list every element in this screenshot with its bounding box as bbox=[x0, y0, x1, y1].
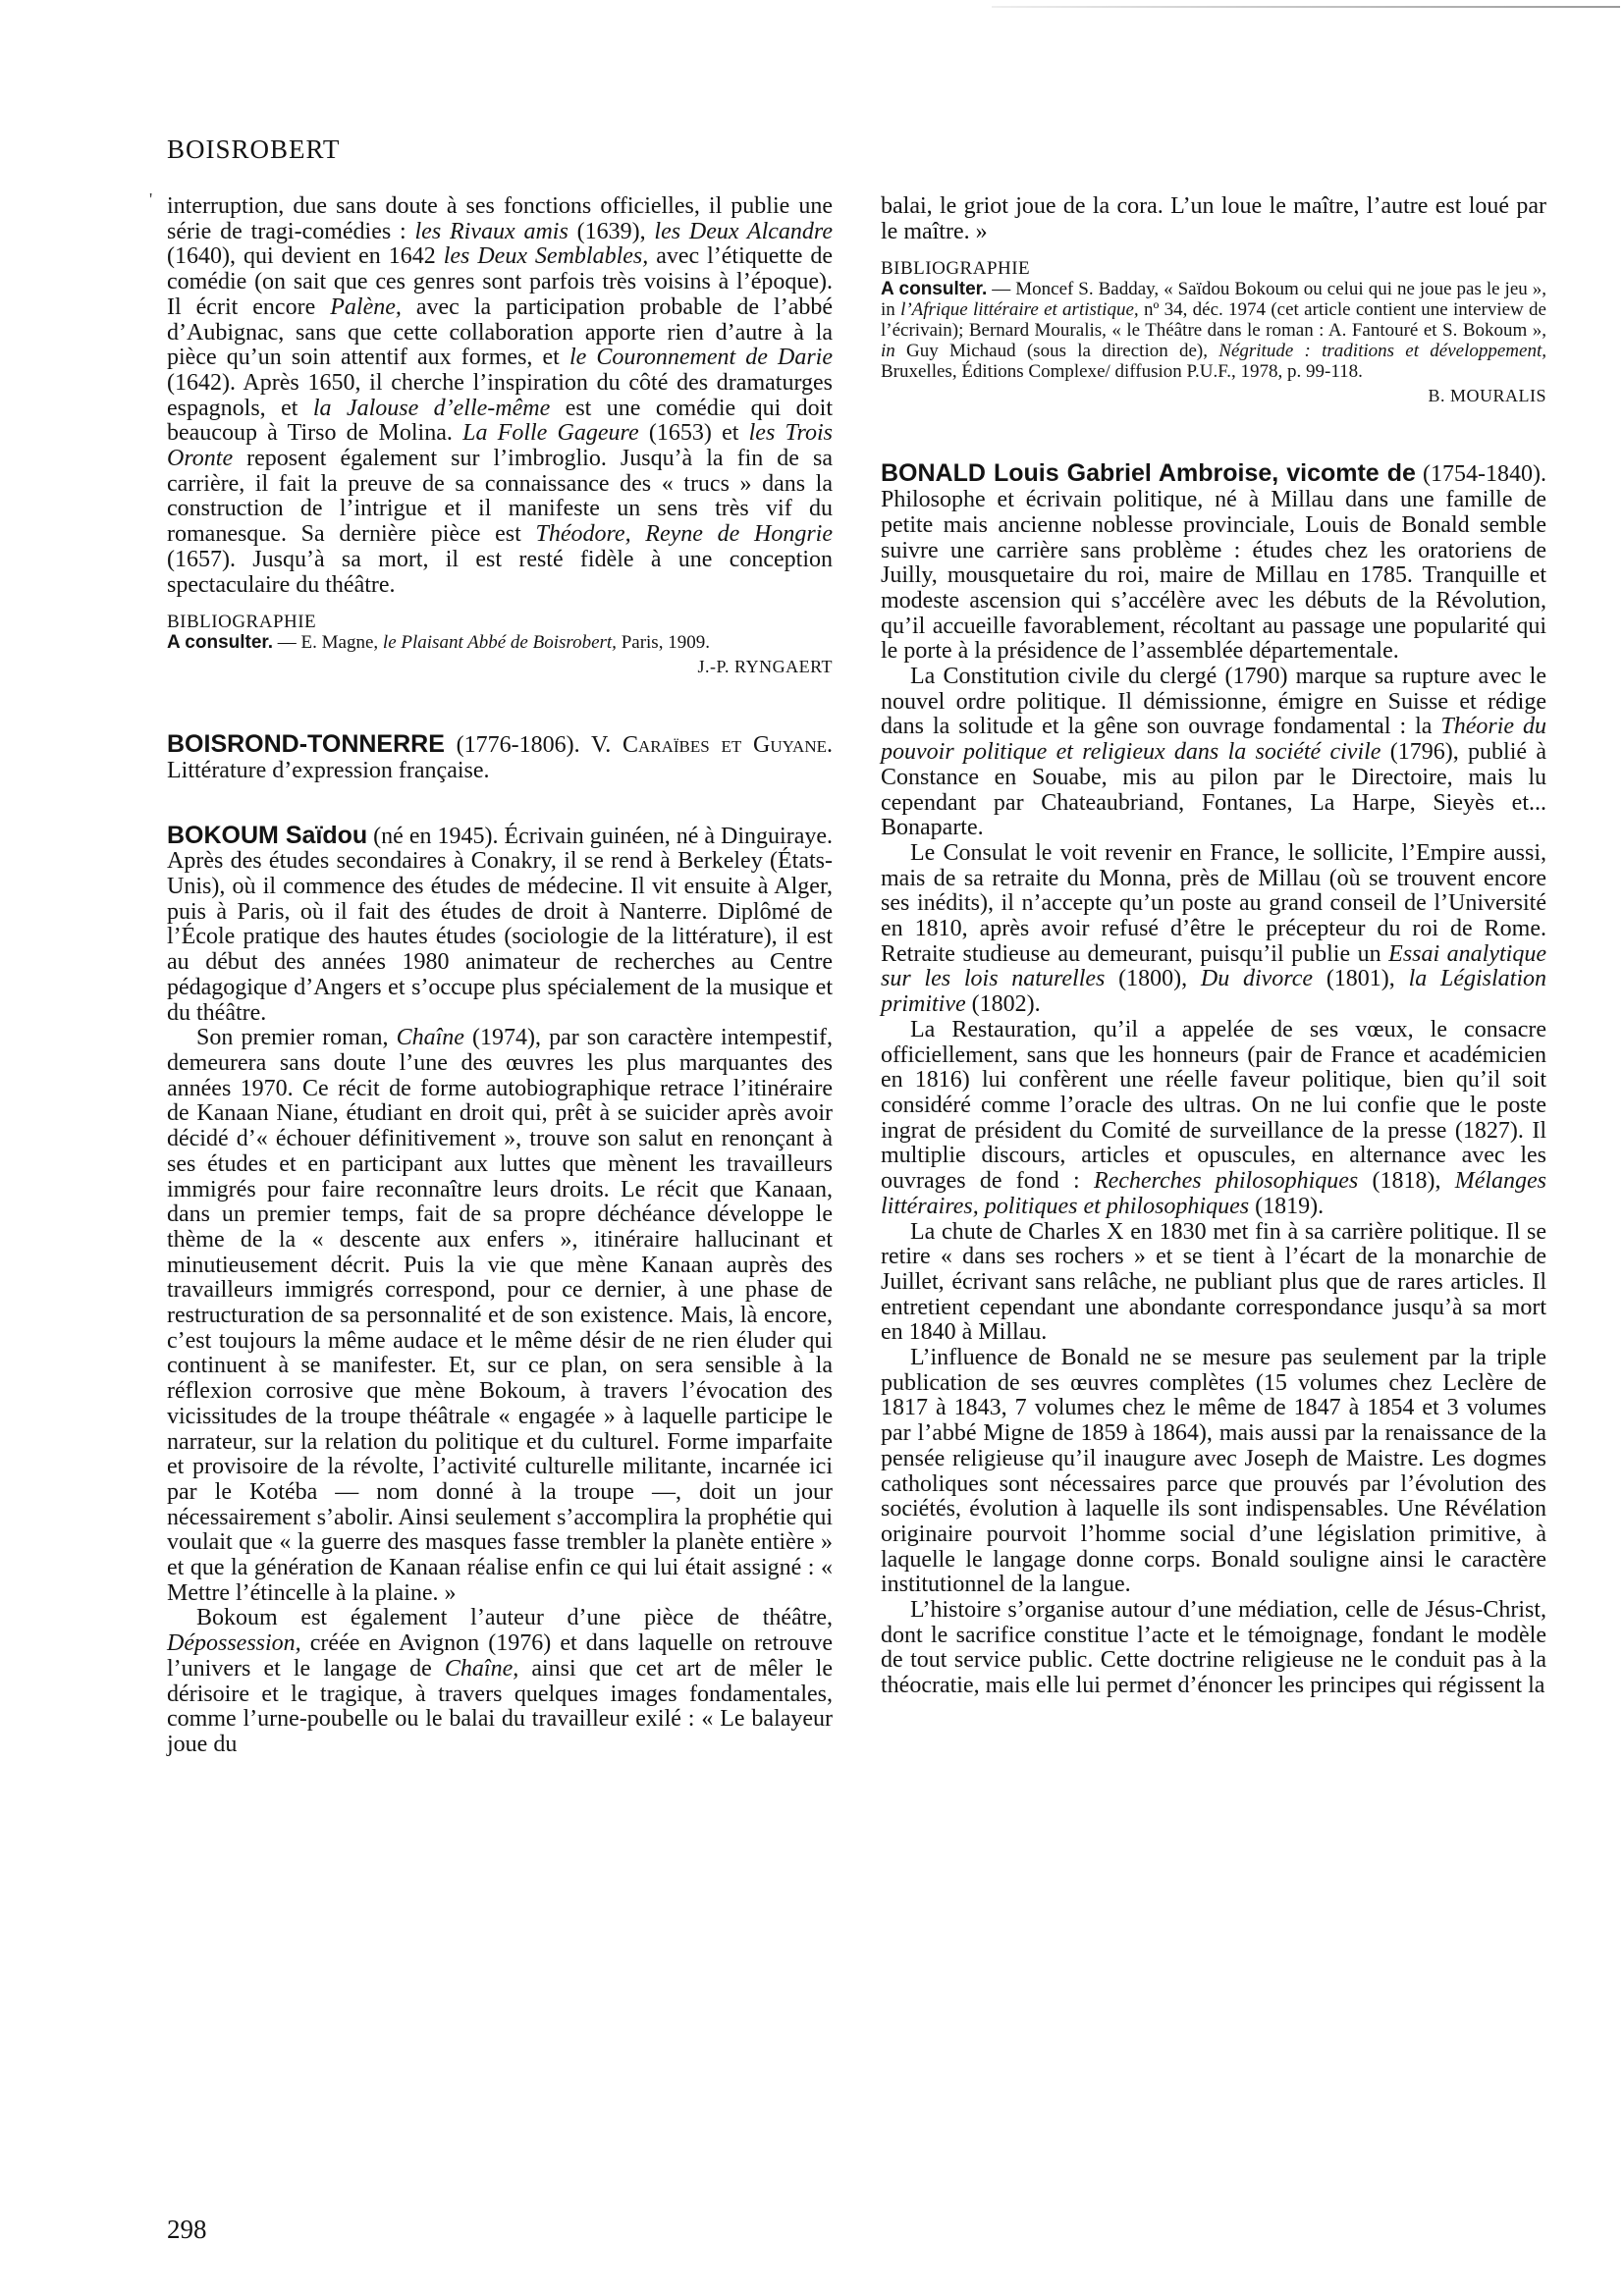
bibliography-heading: BIBLIOGRAPHIE bbox=[881, 258, 1031, 280]
bokoum-entry-paragraph: BOKOUM Saïdou (né en 1945). Écrivain guinéen, né à Dinguiraye. Après des études secondaires à Conakry, il se rend à Berkeley (États-Unis), où il commence des études de médecine. Il vit ensuite à Alger, puis à Paris, où il fait des études de droit à Nanterre. Diplômé de l’École pratique des hautes études (sociologie de la littérature), il est au début des années 1980 animateur de recherches au Centre pédagogique d’Angers et s’occupe plus spécialement de la musique et du théâtre. bbox=[167, 821, 833, 1026]
boisrond-tonnerre-entry: BOISROND-TONNERRE (1776-1806). V. Caraïbes et Guyane. Littérature d’expression française. bbox=[167, 730, 833, 783]
scan-edge-rule bbox=[992, 6, 1620, 8]
bibliography-text: A consulter. — E. Magne, le Plaisant Abbé de Boisrobert, Paris, 1909. bbox=[167, 632, 710, 654]
bonald-paragraph-7: L’histoire s’organise autour d’une médiation, celle de Jésus-Christ, dont le sacrifice constitue l’acte et le témoignage, fondant le modèle de tout service public. Cette doctrine religieuse ne le conduit pas à la théocratie, mais elle lui permet d’énoncer les principes qui régissent la bbox=[881, 1597, 1546, 1699]
bonald-paragraph-2: La Constitution civile du clergé (1790) marque sa rupture avec le nouvel ordre politique. Il démissionne, émigre en Suisse et rédige dans la solitude et la gêne son ouvrage fondamental : la Théorie du pouvoir politique et religieux dans la société civile (1796), publié à Constance en Souabe, mis au pilon par le Directoire, mais lu cependant par Chateaubriand, Fontanes, La Harpe, Sieyès et... Bonaparte. bbox=[881, 664, 1546, 841]
page-number: 298 bbox=[167, 2215, 207, 2244]
right-column bbox=[881, 194, 1546, 1699]
headword: BONALD Louis Gabriel Ambroise, vicomte de bbox=[881, 459, 1416, 488]
scan-speck: ' bbox=[149, 189, 153, 209]
bibliography-heading: BIBLIOGRAPHIE bbox=[167, 612, 317, 633]
bonald-paragraph-5: La chute de Charles X en 1830 met fin à sa carrière politique. Il se retire « dans ses rochers » et se tient à l’écart de la monarchie de Juillet, écrivant sans relâche, ne publiant plus que de rares articles. Il entretient cependant une abondante correspondance jusqu’à sa mort en 1840 à Millau. bbox=[881, 1218, 1546, 1346]
left-column bbox=[167, 194, 833, 1758]
bonald-entry-paragraph: BONALD Louis Gabriel Ambroise, vicomte de (1754-1840). Philosophe et écrivain politique, né à Millau dans une famille de petite mais ancienne noblesse provinciale, Louis de Bonald semble suivre une carrière sans problème : études chez les oratoriens de Juilly, mousquetaire du roi, maire de Millau en 1785. Tranquille et modeste ascension qui s’accélère avec les débuts de la Révolution, qu’il accueille favorablement, récoltant au passage une popularité qui le porte à la présidence de l’assemblée départementale. bbox=[881, 459, 1546, 665]
headword: BOISROND-TONNERRE bbox=[167, 730, 445, 759]
bokoum-continuation: balai, le griot joue de la cora. L’un loue le maître, l’autre est loué par le maître. » bbox=[881, 193, 1546, 244]
bibliography-text: A consulter. — Moncef S. Badday, « Saïdou Bokoum ou celui qui ne joue pas le jeu », in l’Afrique littéraire et artistique, nº 34, déc. 1974 (cet article contient une interview de l’écrivain); Bernard Mouralis, « le Théâtre dans le roman : A. Fantouré et S. Bokoum », in Guy Michaud (sous la direction de), Négritude : traditions et développement, Bruxelles, Éditions Complexe/ diffusion P.U.F., 1978, p. 99-118. bbox=[881, 279, 1546, 383]
running-head: BOISROBERT bbox=[167, 134, 341, 164]
bonald-paragraph-6: L’influence de Bonald ne se mesure pas seulement par la triple publication de ses œuvres complètes (15 volumes chez Leclère de 1817 à 1843, 7 volumes chez le même de 1847 à 1854 et 3 volumes par l’abbé Migne de 1859 à 1864), mais aussi par la renaissance de la pensée religieuse qu’il inaugure avec Joseph de Maistre. Les dogmes catholiques sont nécessaires parce que prouvés par l’évolution des sociétés, évolution à laquelle ils sont indispensables. Une Révélation originaire pourvoit l’homme social d’une législation primitive, à laquelle le langage donne corps. Bonald souligne ainsi le caractère institutionnel de la langue. bbox=[881, 1345, 1546, 1598]
boisrobert-paragraph: interruption, due sans doute à ses fonctions officielles, il publie une série de tragi-comédies : les Rivaux amis (1639), les Deux Alcandre (1640), qui devient en 1642 les Deux Semblables, avec l’étiquette de comédie (on sait que ces genres sont parfois très voisins à l’époque). Il écrit encore Palène, avec la participation probable de l’abbé d’Aubignac, sans que cette collaboration apporte rien d’autre à la pièce qu’un soin attentif aux formes, et le Couronnement de Darie (1642). Après 1650, il cherche l’inspiration du côté des dramaturges espagnols, et la Jalouse d’elle-même est une comédie qui doit beaucoup à Tirso de Molina. La Folle Gageure (1653) et les Trois Oronte reposent également sur l’imbroglio. Jusqu’à la fin de sa carrière, il fait la preuve de sa connaissance des « trucs » dans la construction de l’intrigue et il manifeste un sens très vif du romanesque. Sa dernière pièce est Théodore, Reyne de Hongrie (1657). Jusqu’à sa mort, il est resté fidèle à une conception spectaculaire du théâtre. bbox=[167, 193, 834, 598]
article-author: J.-P. RYNGAERT bbox=[697, 657, 833, 677]
bonald-paragraph-3: Le Consulat le voit revenir en France, le sollicite, l’Empire aussi, mais de sa retraite du Monna, près de Millau (où se trouvent encore ses inédits), il n’accepte qu’un poste au grand conseil de l’Université en 1810, après avoir refusé d’être le précepteur du roi de Rome. Retraite studieuse au demeurant, puisqu’il publie un Essai analytique sur les lois naturelles (1800), Du divorce (1801), la Législation primitive (1802). bbox=[881, 839, 1546, 1018]
bokoum-bibliography bbox=[881, 258, 1546, 406]
bonald-paragraph-4: La Restauration, qu’il a appelée de ses vœux, le consacre officiellement, sans que les honneurs (pair de France et académicien en 1816) lui confèrent une réelle faveur politique, bien qu’il soit considéré comme l’oracle des ultras. On ne lui confie que le poste ingrat de président du Comité de surveillance de la presse (1827). Il multiplie discours, articles et opuscules, en alternance avec les ouvrages de fond : Recherches philosophiques (1818), Mélanges littéraires, politiques et philosophiques (1819). bbox=[881, 1016, 1547, 1219]
bokoum-paragraph-2: Son premier roman, Chaîne (1974), par son caractère intempestif, demeurera sans doute l’une des œuvres les plus marquantes des années 1970. Ce récit de forme autobiographique retrace l’itinéraire de Kanaan Niane, étudiant en droit qui, prêt à se suicider après avoir décidé d’« échouer définitivement », trouve son salut en renonçant à ses études et en participant aux luttes que mènent les travailleurs immigrés pour faire reconnaître leurs droits. Le récit que Kanaan, dans un premier temps, fait de sa propre déchéance développe le thème de la « descente aux enfers », itinéraire hallucinant et minutieusement décrit. Puis la vie que mène Kanaan auprès des travailleurs immigrés correspond, pour ce dernier, à une phase de restructuration de sa personnalité et de son existence. Mais, là encore, c’est toujours la même audace et le même désir de ne rien éluder qui continuent à se manifester. Et, sur ce plan, on sera sensible à la réflexion corrosive que mène Bokoum, à travers l’évocation des vicissitudes de la troupe théâtrale « engagée » à laquelle participe le narrateur, sur la relation du politique et du culturel. Forme imparfaite et provisoire de la révolte, l’activité culturelle militante, incarnée ici par le Kotéba — nom donné à la troupe —, doit un jour nécessairement s’abolir. Ainsi seulement s’accomplira la prophétie qui voulait que « la guerre des masques fasse trembler la planète entière » et que la génération de Kanaan réalise enfin ce qui lui était assigné : « Mettre l’étincelle à la plaine. » bbox=[167, 1025, 833, 1606]
headword: BOKOUM Saïdou bbox=[167, 821, 368, 849]
article-author: B. MOURALIS bbox=[1428, 386, 1546, 406]
bokoum-paragraph-3: Bokoum est également l’auteur d’une pièce de théâtre, Dépossession, créée en Avignon (1976) et dans laquelle on retrouve l’univers et le langage de Chaîne, ainsi que cet art de mêler le dérisoire et le tragique, à travers quelques images fondamentales, comme l’urne-poubelle ou le balai du travailleur exilé : « Le balayeur joue du bbox=[167, 1605, 834, 1757]
boisrobert-bibliography bbox=[167, 612, 833, 677]
